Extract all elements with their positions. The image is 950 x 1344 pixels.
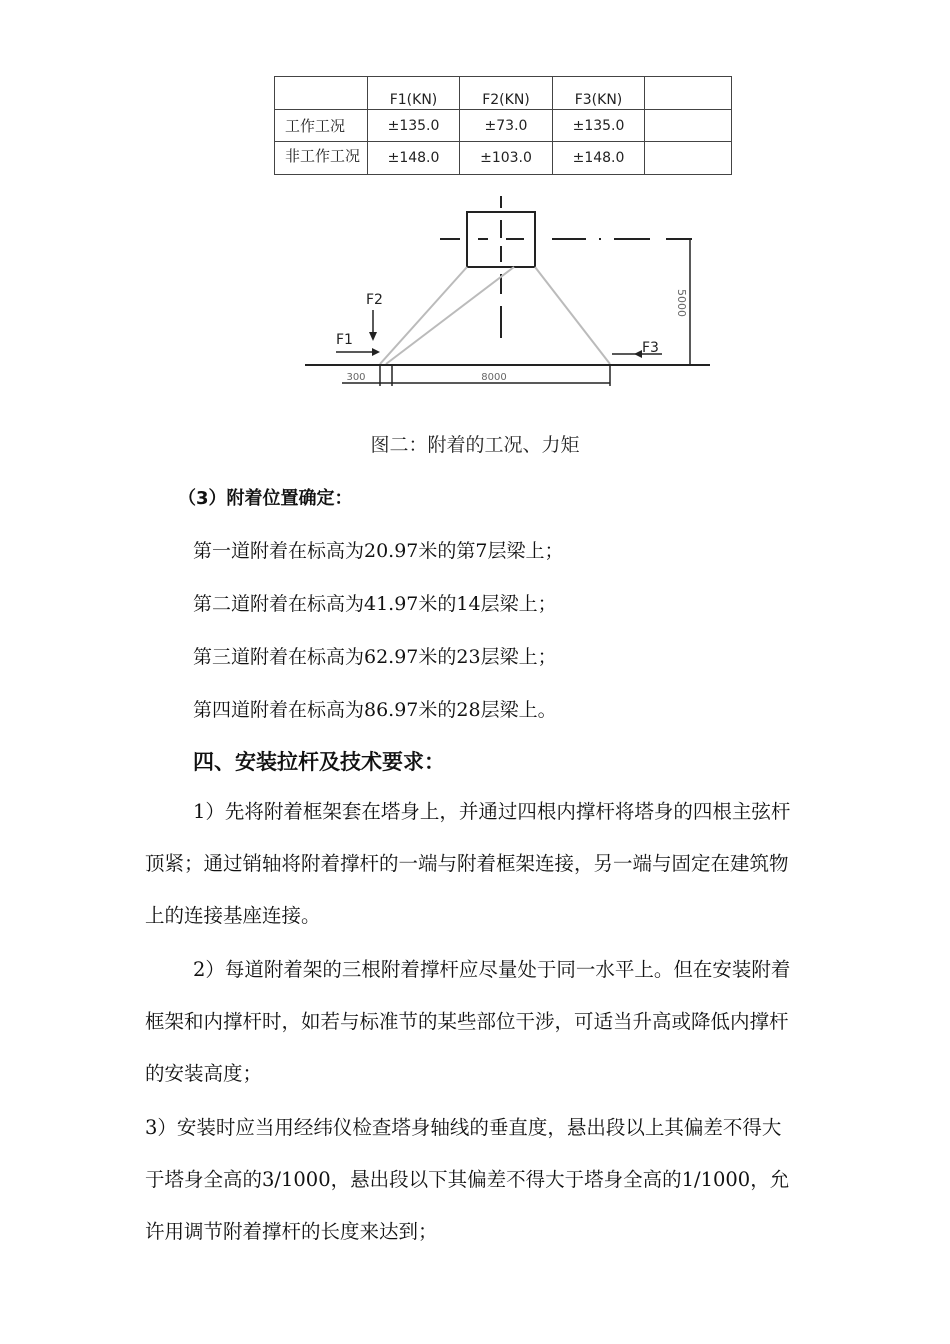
force-f3-label: F3 [642, 340, 659, 356]
table-cell: ±103.0 [460, 142, 553, 175]
tie-rod [386, 267, 514, 364]
figure-caption: 图二：附着的工况、力矩 [370, 434, 580, 456]
table-header-cell: F2(KN) [460, 77, 553, 110]
paragraph-line: 上的连接基座连接。 [145, 904, 321, 927]
paragraph-line: 许用调节附着撑杆的长度来达到； [145, 1220, 438, 1243]
paragraph-3 [145, 1102, 863, 1258]
table-cell: ±135.0 [368, 110, 460, 142]
table-row-label: 非工作工况 [275, 142, 368, 175]
table-row [275, 142, 732, 175]
dim-base-label: 8000 [481, 372, 507, 383]
arrowhead-icon [634, 350, 642, 358]
table-cell: ±73.0 [460, 110, 553, 142]
paragraph-line: 的安装高度； [145, 1062, 263, 1085]
table-header-cell: F3(KN) [553, 77, 645, 110]
paragraph-line: 2）每道附着架的三根附着撑杆应尽量处于同一水平上。但在安装附着 [193, 958, 791, 981]
paragraph-line: 3）安装时应当用经纬仪检查塔身轴线的垂直度，悬出段以上其偏差不得大 [145, 1116, 782, 1139]
paragraph-line: 于塔身全高的3/1000，悬出段以下其偏差不得大于塔身全高的1/1000，允 [145, 1168, 790, 1191]
paragraph-2 [145, 944, 863, 1100]
attachment-item: 第一道附着在标高为20.97米的第7层梁上； [193, 540, 564, 562]
attachment-item: 第二道附着在标高为41.97米的14层梁上； [193, 593, 557, 615]
attachment-diagram [300, 188, 720, 398]
table-cell [645, 110, 732, 142]
table-header-cell: F1(KN) [368, 77, 460, 110]
table-header-cell [645, 77, 732, 110]
tie-rod [380, 267, 467, 364]
tie-rod [535, 267, 610, 364]
table-cell: ±148.0 [553, 142, 645, 175]
force-f1-label: F1 [336, 332, 353, 348]
paragraph-line: 顶紧；通过销轴将附着撑杆的一端与附着框架连接，另一端与固定在建筑物 [145, 852, 789, 875]
force-table [274, 76, 732, 175]
table-cell: ±135.0 [553, 110, 645, 142]
table-header-row [275, 77, 732, 110]
section-subtitle: （3）附着位置确定： [178, 488, 353, 509]
paragraph-1 [145, 786, 863, 942]
section-heading: 四、安装拉杆及技术要求： [193, 750, 445, 774]
paragraph-line: 1）先将附着框架套在塔身上，并通过四根内撑杆将塔身的四根主弦杆 [193, 800, 791, 823]
table-row-label: 工作工况 [275, 110, 368, 142]
attachment-item: 第四道附着在标高为86.97米的28层梁上。 [193, 699, 557, 721]
paragraph-line: 框架和内撑杆时，如若与标准节的某些部位干涉，可适当升高或降低内撑杆 [145, 1010, 789, 1033]
force-f2-label: F2 [366, 292, 383, 308]
table-cell: ±148.0 [368, 142, 460, 175]
dim-height-label: 5000 [675, 289, 688, 317]
table-cell [645, 142, 732, 175]
arrowhead-icon [369, 332, 377, 341]
dim-left-label: 300 [346, 372, 366, 383]
table-row [275, 110, 732, 142]
table-header-cell [275, 77, 368, 110]
attachment-item: 第三道附着在标高为62.97米的23层梁上； [193, 646, 557, 668]
arrowhead-icon [372, 348, 380, 356]
